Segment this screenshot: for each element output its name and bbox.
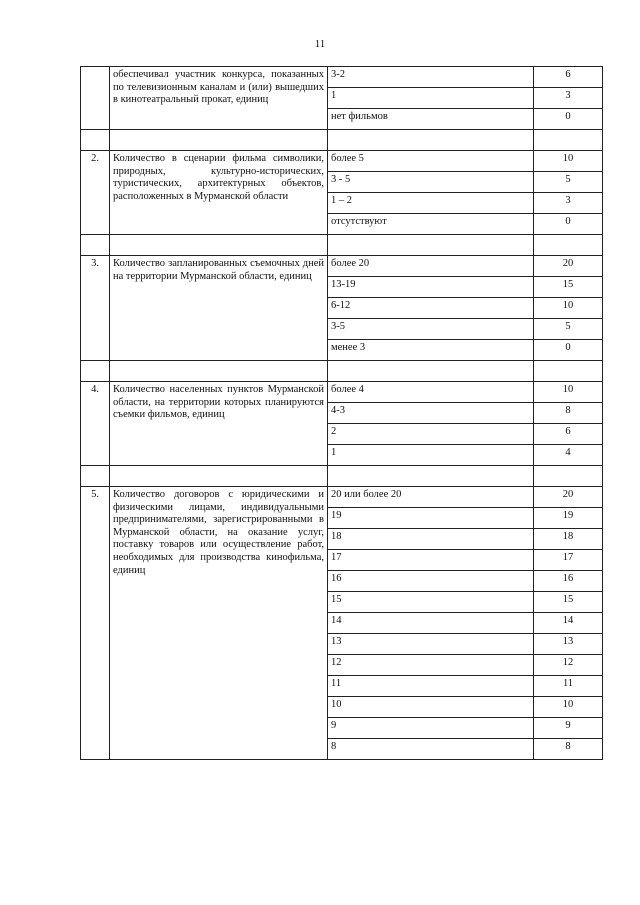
criterion-option-row [81, 487, 603, 508]
option-label: отсутствуют [328, 214, 534, 235]
criterion-number [81, 67, 110, 130]
criterion-option-row [81, 382, 603, 403]
criterion-number: 3. [81, 256, 110, 361]
section-spacer [81, 130, 603, 151]
option-score: 0 [534, 109, 603, 130]
option-label: 3 - 5 [328, 172, 534, 193]
option-label: 1 – 2 [328, 193, 534, 214]
criteria-table-body [81, 67, 603, 760]
option-score: 6 [534, 67, 603, 88]
option-label: более 5 [328, 151, 534, 172]
option-score: 10 [534, 382, 603, 403]
option-label: 12 [328, 655, 534, 676]
option-label: 9 [328, 718, 534, 739]
spacer-cell [534, 466, 603, 487]
option-score: 3 [534, 88, 603, 109]
option-label: 1 [328, 88, 534, 109]
criterion-option-row [81, 256, 603, 277]
spacer-cell [110, 466, 328, 487]
option-score: 3 [534, 193, 603, 214]
option-label: 6-12 [328, 298, 534, 319]
option-score: 13 [534, 634, 603, 655]
option-score: 4 [534, 445, 603, 466]
option-label: 15 [328, 592, 534, 613]
section-spacer [81, 361, 603, 382]
spacer-cell [328, 361, 534, 382]
option-label: 3-2 [328, 67, 534, 88]
option-label: 19 [328, 508, 534, 529]
criterion-number: 5. [81, 487, 110, 760]
criterion-option-row [81, 151, 603, 172]
option-score: 19 [534, 508, 603, 529]
spacer-cell [81, 466, 110, 487]
spacer-cell [328, 235, 534, 256]
criterion-description: Количество запланированных съемочных дней на территории Мурманской области, единиц [110, 256, 328, 361]
option-label: нет фильмов [328, 109, 534, 130]
option-label: 4-3 [328, 403, 534, 424]
option-score: 6 [534, 424, 603, 445]
spacer-cell [81, 361, 110, 382]
option-label: более 4 [328, 382, 534, 403]
criterion-option-row [81, 67, 603, 88]
option-label: 8 [328, 739, 534, 760]
option-score: 16 [534, 571, 603, 592]
option-label: 13 [328, 634, 534, 655]
option-label: 2 [328, 424, 534, 445]
section-spacer [81, 235, 603, 256]
criterion-number: 4. [81, 382, 110, 466]
option-score: 17 [534, 550, 603, 571]
spacer-cell [110, 235, 328, 256]
criteria-table [80, 66, 603, 760]
option-score: 5 [534, 172, 603, 193]
spacer-cell [328, 130, 534, 151]
option-label: 13-19 [328, 277, 534, 298]
spacer-cell [534, 361, 603, 382]
spacer-cell [81, 130, 110, 151]
option-label: 18 [328, 529, 534, 550]
criterion-description: обеспечивал участник конкурса, показанных по телевизионным каналам и (или) вышедших в кинотеатральный прокат, единиц [110, 67, 328, 130]
option-score: 11 [534, 676, 603, 697]
criterion-description: Количество договоров с юридическими и физическими лицами, индивидуальными предпринимателями, зарегистрированными в Мурманской области, на оказание услуг, поставку товаров или осуществление работ, необходимых для производства кинофильма, единиц [110, 487, 328, 760]
option-score: 10 [534, 697, 603, 718]
option-score: 20 [534, 487, 603, 508]
option-label: 14 [328, 613, 534, 634]
spacer-cell [81, 235, 110, 256]
option-score: 18 [534, 529, 603, 550]
option-label: 1 [328, 445, 534, 466]
option-score: 10 [534, 298, 603, 319]
option-score: 12 [534, 655, 603, 676]
option-score: 8 [534, 739, 603, 760]
option-label: 17 [328, 550, 534, 571]
spacer-cell [110, 130, 328, 151]
option-label: менее 3 [328, 340, 534, 361]
section-spacer [81, 466, 603, 487]
spacer-cell [328, 466, 534, 487]
option-label: 20 или более 20 [328, 487, 534, 508]
criterion-description: Количество в сценарии фильма символики, природных, культурно-исторических, туристических, архитектурных объектов, расположенных в Мурманской области [110, 151, 328, 235]
option-score: 15 [534, 277, 603, 298]
option-score: 14 [534, 613, 603, 634]
criterion-number: 2. [81, 151, 110, 235]
option-score: 8 [534, 403, 603, 424]
option-label: 3-5 [328, 319, 534, 340]
option-score: 5 [534, 319, 603, 340]
option-label: 11 [328, 676, 534, 697]
option-score: 15 [534, 592, 603, 613]
criterion-description: Количество населенных пунктов Мурманской области, на территории которых планируются съемки фильмов, единиц [110, 382, 328, 466]
option-score: 0 [534, 214, 603, 235]
option-score: 20 [534, 256, 603, 277]
spacer-cell [534, 235, 603, 256]
option-score: 10 [534, 151, 603, 172]
spacer-cell [110, 361, 328, 382]
option-label: 10 [328, 697, 534, 718]
option-score: 0 [534, 340, 603, 361]
option-label: более 20 [328, 256, 534, 277]
spacer-cell [534, 130, 603, 151]
option-label: 16 [328, 571, 534, 592]
option-score: 9 [534, 718, 603, 739]
page-number: 11 [314, 38, 326, 50]
